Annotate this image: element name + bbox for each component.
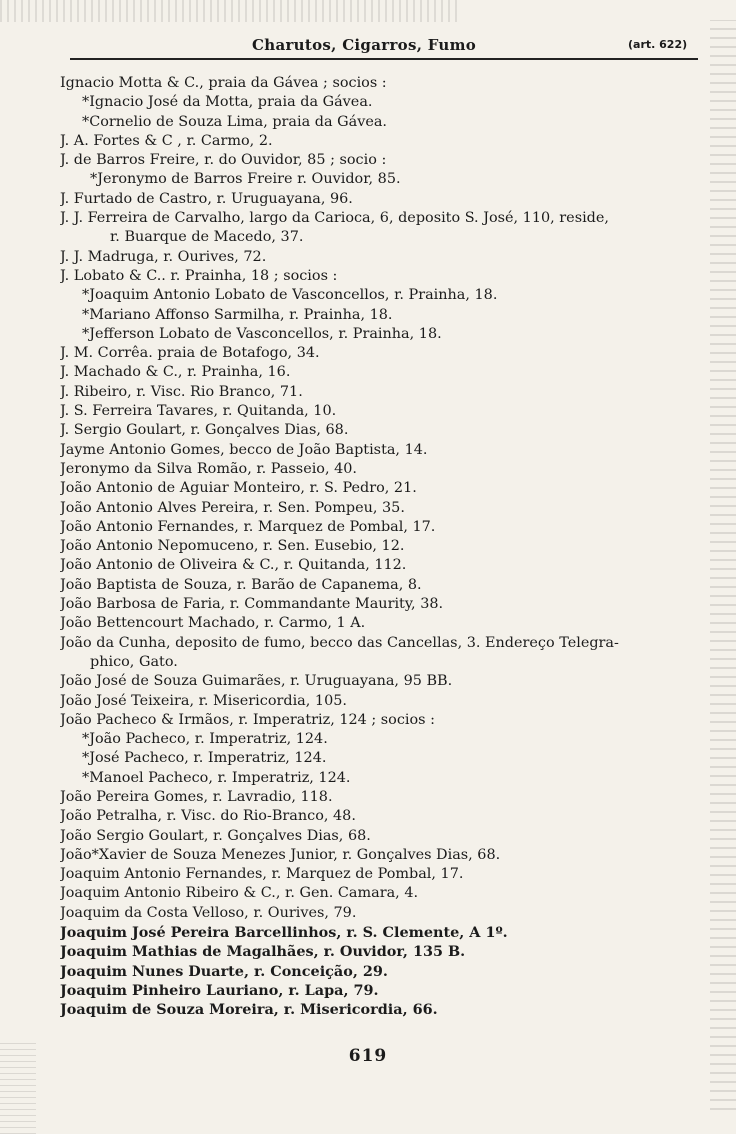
directory-subentry: *Mariano Affonso Sarmilha, r. Prainha, 18.: [82, 306, 393, 323]
directory-entry: Joaquim Mathias de Magalhães, r. Ouvidor, 135 B.: [60, 943, 466, 961]
directory-entry: Jayme Antonio Gomes, becco de João Baptista, 14.: [60, 441, 428, 458]
directory-entry: Ignacio Motta & C., praia da Gávea ; socios :: [60, 75, 387, 91]
directory-entry: J. Sergio Goulart, r. Gonçalves Dias, 68.: [60, 422, 349, 439]
directory-subentry: r. Buarque de Macedo, 37.: [110, 229, 304, 246]
directory-entry: J. S. Ferreira Tavares, r. Quitanda, 10.: [60, 403, 337, 420]
directory-entry: J. J. Madruga, r. Ourives, 72.: [60, 248, 267, 265]
directory-entry: Joaquim Antonio Fernandes, r. Marquez de Pombal, 17.: [60, 866, 464, 883]
directory-entry: João da Cunha, deposito de fumo, becco das Cancellas, 3. Endereço Telegra-: [60, 634, 619, 651]
directory-entry: Joaquim Pinheiro Lauriano, r. Lapa, 79.: [60, 981, 379, 999]
directory-subentry: phico, Gato.: [90, 653, 178, 670]
entry-list: [60, 74, 710, 1020]
directory-entry: João Antonio de Aguiar Monteiro, r. S. Pedro, 21.: [60, 480, 417, 497]
directory-entry: Joaquim de Souza Moreira, r. Misericordia, 66.: [60, 1001, 438, 1019]
page-title: Charutos, Cigarros, Fumo: [252, 36, 477, 54]
page-number: 619: [348, 1046, 388, 1066]
directory-subentry: *Ignacio José da Motta, praia da Gávea.: [82, 94, 373, 111]
directory-entry: João Pacheco & Irmãos, r. Imperatriz, 124 ; socios :: [60, 711, 435, 728]
directory-entry: João Antonio Fernandes, r. Marquez de Pombal, 17.: [60, 518, 436, 535]
directory-entry: J. A. Fortes & C , r. Carmo, 2.: [60, 132, 273, 149]
directory-entry: J. Ribeiro, r. Visc. Rio Branco, 71.: [60, 383, 303, 400]
directory-subentry: *Manoel Pacheco, r. Imperatriz, 124.: [82, 769, 351, 786]
directory-entry: J. M. Corrêa. praia de Botafogo, 34.: [60, 345, 320, 362]
directory-entry: João Sergio Goulart, r. Gonçalves Dias, 68.: [60, 827, 371, 844]
directory-entry: João José Teixeira, r. Misericordia, 105.: [60, 692, 347, 709]
directory-entry: J. Furtado de Castro, r. Uruguayana, 96.: [60, 190, 353, 207]
directory-entry: João Antonio de Oliveira & C., r. Quitanda, 112.: [60, 557, 407, 574]
directory-entry: João Antonio Nepomuceno, r. Sen. Eusebio, 12.: [60, 538, 405, 555]
article-reference: (art. 622): [628, 38, 688, 51]
directory-subentry: *João Pacheco, r. Imperatriz, 124.: [82, 731, 328, 748]
scan-edge-right: [710, 20, 736, 1110]
directory-subentry: *Cornelio de Souza Lima, praia da Gávea.: [82, 113, 388, 130]
directory-entry: João Barbosa de Faria, r. Commandante Maurity, 38.: [60, 596, 444, 613]
directory-entry: João Antonio Alves Pereira, r. Sen. Pompeu, 35.: [60, 499, 405, 516]
directory-entry: J. Lobato & C.. r. Prainha, 18 ; socios :: [60, 267, 338, 284]
directory-entry: Joaquim da Costa Velloso, r. Ourives, 79.: [60, 904, 357, 921]
directory-entry: J. de Barros Freire, r. do Ouvidor, 85 ; socio :: [60, 152, 387, 169]
directory-entry: Joaquim Antonio Ribeiro & C., r. Gen. Camara, 4.: [60, 885, 419, 902]
directory-entry: J. J. Ferreira de Carvalho, largo da Carioca, 6, deposito S. José, 110, reside,: [60, 210, 609, 227]
directory-entry: João Baptista de Souza, r. Barão de Capanema, 8.: [60, 576, 422, 593]
directory-entry: João Pereira Gomes, r. Lavradio, 118.: [60, 788, 333, 805]
directory-entry: João*Xavier de Souza Menezes Junior, r. Gonçalves Dias, 68.: [60, 846, 501, 863]
directory-subentry: *Jeronymo de Barros Freire r. Ouvidor, 85.: [90, 171, 401, 188]
directory-entry: João Petralha, r. Visc. do Rio-Branco, 48.: [60, 808, 356, 825]
header-rule: [70, 58, 698, 60]
directory-entry: João Bettencourt Machado, r. Carmo, 1 A.: [60, 615, 366, 632]
directory-subentry: *José Pacheco, r. Imperatriz, 124.: [82, 750, 327, 767]
directory-entry: Joaquim Nunes Duarte, r. Conceição, 29.: [60, 962, 388, 980]
directory-subentry: *Jefferson Lobato de Vasconcellos, r. Prainha, 18.: [82, 325, 442, 342]
directory-entry: João José de Souza Guimarães, r. Uruguayana, 95 BB.: [60, 673, 453, 690]
directory-entry: J. Machado & C., r. Prainha, 16.: [60, 364, 291, 381]
directory-entry: Joaquim José Pereira Barcellinhos, r. S. Clemente, A 1º.: [60, 924, 508, 942]
directory-subentry: *Joaquim Antonio Lobato de Vasconcellos, r. Prainha, 18.: [82, 287, 498, 304]
scan-speckle-top: [0, 0, 460, 22]
directory-entry: Jeronymo da Silva Romão, r. Passeio, 40.: [60, 460, 358, 477]
